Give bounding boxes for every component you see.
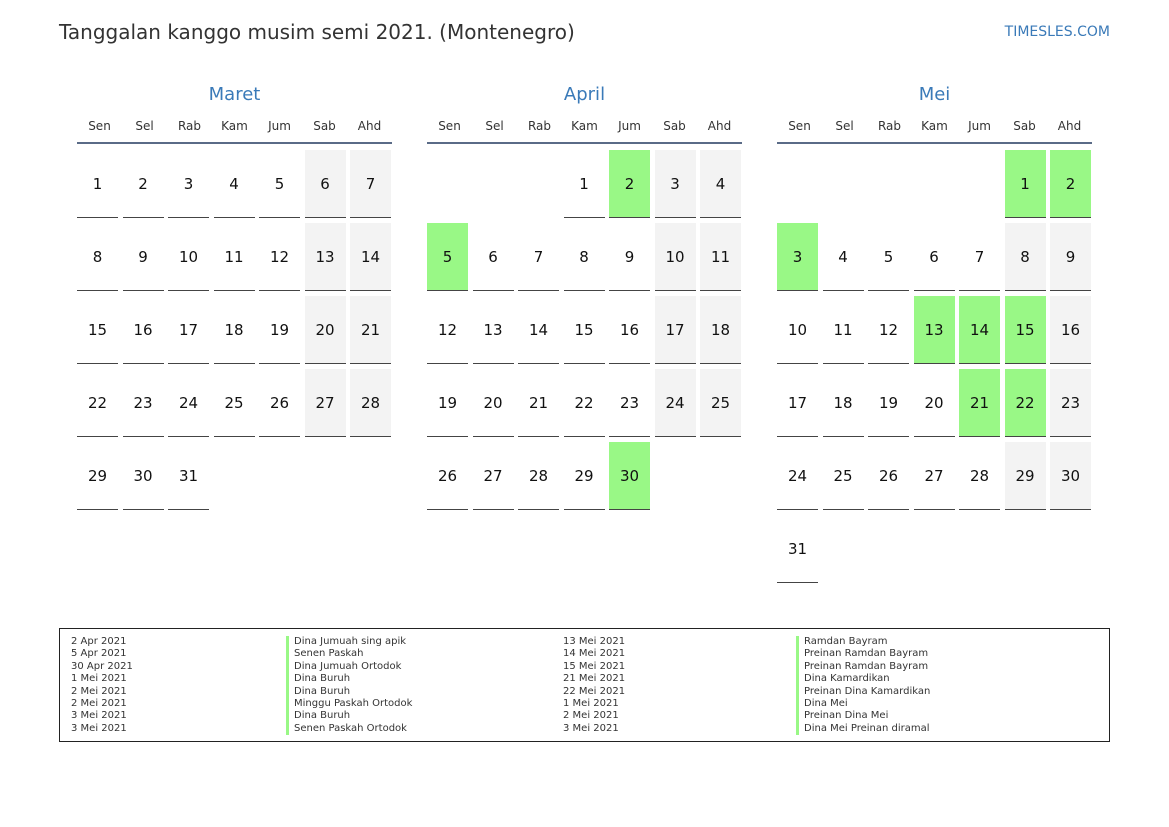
legend-names-left	[286, 636, 412, 735]
day-cell: 20	[914, 369, 955, 437]
legend-holiday-name: Dina Mei Preinan diramal	[796, 723, 930, 735]
month-title: Maret	[208, 84, 261, 105]
weekday-label: Jum	[268, 119, 291, 133]
day-cell: 27	[473, 442, 514, 510]
day-cell: 18	[823, 369, 864, 437]
weekday-label: Jum	[968, 119, 991, 133]
legend-date: 1 Mei 2021	[563, 697, 619, 709]
weekday-label: Kam	[571, 119, 598, 133]
holiday-day-cell: 15	[1005, 296, 1046, 364]
day-cell: 23	[609, 369, 650, 437]
weekday-label: Ahd	[1057, 119, 1082, 133]
day-cell: 4	[823, 223, 864, 291]
day-cell: 6	[473, 223, 514, 291]
day-cell: 8	[1005, 223, 1046, 291]
legend-date: 3 Mei 2021	[563, 722, 619, 734]
day-cell: 16	[123, 296, 164, 364]
legend-holiday-name: Dina Jumuah sing apik	[286, 636, 412, 648]
weekday-label: Sel	[135, 119, 154, 133]
legend-date: 2 Mei 2021	[563, 710, 619, 722]
weekday-label: Sab	[663, 119, 686, 133]
day-cell: 9	[123, 223, 164, 291]
day-cell: 9	[1050, 223, 1091, 291]
day-cell: 27	[305, 369, 346, 437]
holiday-day-cell: 2	[1050, 150, 1091, 218]
legend-date: 1 Mei 2021	[71, 673, 127, 685]
legend-holiday-name: Dina Jumuah Ortodok	[286, 661, 412, 673]
day-cell: 6	[914, 223, 955, 291]
day-cell: 15	[564, 296, 605, 364]
day-cell: 7	[350, 150, 391, 218]
weekday-label: Kam	[921, 119, 948, 133]
day-cell: 11	[214, 223, 255, 291]
legend-holiday-name: Preinan Dina Kamardikan	[796, 686, 930, 698]
day-cell: 24	[168, 369, 209, 437]
day-cell: 8	[564, 223, 605, 291]
holiday-day-cell: 2	[609, 150, 650, 218]
day-cell: 7	[518, 223, 559, 291]
holiday-day-cell: 3	[777, 223, 818, 291]
legend-holiday-name: Dina Mei	[796, 698, 930, 710]
weekday-label: Sen	[788, 119, 811, 133]
day-cell: 20	[473, 369, 514, 437]
month-maret	[77, 82, 397, 485]
holiday-day-cell: 13	[914, 296, 955, 364]
day-cell: 5	[868, 223, 909, 291]
day-cell: 2	[123, 150, 164, 218]
day-cell: 12	[868, 296, 909, 364]
day-cell: 10	[168, 223, 209, 291]
day-cell: 29	[77, 442, 118, 510]
day-cell: 18	[214, 296, 255, 364]
day-cell: 10	[655, 223, 696, 291]
legend-names-right	[796, 636, 930, 735]
day-cell: 24	[777, 442, 818, 510]
day-cell: 13	[305, 223, 346, 291]
page-title: Tanggalan kanggo musim semi 2021. (Montenegro)	[59, 20, 575, 44]
weekday-label: Rab	[877, 119, 902, 133]
day-cell: 26	[868, 442, 909, 510]
legend-date: 3 Mei 2021	[71, 722, 127, 734]
day-cell: 19	[259, 296, 300, 364]
day-cell: 25	[823, 442, 864, 510]
legend-holiday-name: Dina Kamardikan	[796, 673, 930, 685]
day-cell: 23	[123, 369, 164, 437]
holiday-day-cell: 14	[959, 296, 1000, 364]
day-cell: 21	[350, 296, 391, 364]
legend-holiday-name: Dina Buruh	[286, 710, 412, 722]
legend-holiday-name: Preinan Ramdan Bayram	[796, 648, 930, 660]
day-cell: 28	[518, 442, 559, 510]
holiday-legend	[59, 628, 1110, 742]
day-cell: 7	[959, 223, 1000, 291]
day-cell: 30	[123, 442, 164, 510]
day-cell: 18	[700, 296, 741, 364]
day-cell: 29	[564, 442, 605, 510]
weekday-label: Kam	[221, 119, 248, 133]
day-cell: 14	[518, 296, 559, 364]
legend-holiday-name: Ramdan Bayram	[796, 636, 930, 648]
day-cell: 1	[77, 150, 118, 218]
weekday-header	[427, 108, 742, 144]
day-cell: 22	[77, 369, 118, 437]
holiday-day-cell: 22	[1005, 369, 1046, 437]
day-cell: 26	[259, 369, 300, 437]
day-cell: 19	[868, 369, 909, 437]
day-cell: 25	[700, 369, 741, 437]
legend-date: 30 Apr 2021	[71, 660, 133, 672]
legend-holiday-name: Dina Buruh	[286, 686, 412, 698]
day-cell: 11	[700, 223, 741, 291]
day-cell: 13	[473, 296, 514, 364]
legend-dates-left	[71, 636, 133, 735]
legend-holiday-name: Minggu Paskah Ortodok	[286, 698, 412, 710]
day-cell: 25	[214, 369, 255, 437]
day-cell: 11	[823, 296, 864, 364]
legend-holiday-name: Senen Paskah Ortodok	[286, 723, 412, 735]
day-cell: 16	[1050, 296, 1091, 364]
month-april	[427, 82, 747, 485]
day-cell: 4	[700, 150, 741, 218]
day-cell: 5	[259, 150, 300, 218]
day-cell: 12	[427, 296, 468, 364]
legend-date: 13 Mei 2021	[563, 636, 626, 647]
legend-date: 2 Mei 2021	[71, 685, 127, 697]
weekday-label: Sab	[1013, 119, 1036, 133]
month-mei	[777, 82, 1097, 558]
weekday-label: Ahd	[707, 119, 732, 133]
day-cell: 17	[168, 296, 209, 364]
day-cell: 15	[77, 296, 118, 364]
day-cell: 30	[1050, 442, 1091, 510]
day-cell: 17	[777, 369, 818, 437]
legend-date: 5 Apr 2021	[71, 648, 127, 660]
weekday-label: Rab	[527, 119, 552, 133]
day-cell: 14	[350, 223, 391, 291]
day-cell: 20	[305, 296, 346, 364]
day-cell: 23	[1050, 369, 1091, 437]
weekday-label: Sel	[835, 119, 854, 133]
day-cell: 4	[214, 150, 255, 218]
day-cell: 9	[609, 223, 650, 291]
month-title: April	[563, 84, 606, 105]
legend-date: 14 Mei 2021	[563, 648, 626, 660]
weekday-label: Sab	[313, 119, 336, 133]
day-cell: 10	[777, 296, 818, 364]
weekday-label: Sen	[88, 119, 111, 133]
holiday-day-cell: 5	[427, 223, 468, 291]
weekday-label: Sel	[485, 119, 504, 133]
day-cell: 28	[350, 369, 391, 437]
day-cell: 3	[655, 150, 696, 218]
month-title: Mei	[918, 84, 951, 105]
day-cell: 1	[564, 150, 605, 218]
day-cell: 31	[777, 515, 818, 583]
legend-holiday-name: Senen Paskah	[286, 648, 412, 660]
holiday-day-cell: 21	[959, 369, 1000, 437]
weekday-header	[777, 108, 1092, 144]
day-cell: 27	[914, 442, 955, 510]
weekday-label: Jum	[618, 119, 641, 133]
legend-date: 21 Mei 2021	[563, 673, 626, 685]
day-cell: 12	[259, 223, 300, 291]
legend-dates-right	[563, 636, 625, 735]
weekday-label: Rab	[177, 119, 202, 133]
holiday-day-cell: 1	[1005, 150, 1046, 218]
day-cell: 21	[518, 369, 559, 437]
day-cell: 3	[168, 150, 209, 218]
day-cell: 22	[564, 369, 605, 437]
day-cell: 24	[655, 369, 696, 437]
weekday-header	[77, 108, 392, 144]
holiday-day-cell: 30	[609, 442, 650, 510]
day-cell: 8	[77, 223, 118, 291]
day-cell: 28	[959, 442, 1000, 510]
day-cell: 26	[427, 442, 468, 510]
weekday-label: Ahd	[357, 119, 382, 133]
day-cell: 29	[1005, 442, 1046, 510]
legend-date: 2 Mei 2021	[71, 697, 127, 709]
day-cell: 16	[609, 296, 650, 364]
legend-date: 22 Mei 2021	[563, 685, 626, 697]
legend-holiday-name: Preinan Ramdan Bayram	[796, 661, 930, 673]
legend-date: 3 Mei 2021	[71, 710, 127, 722]
legend-holiday-name: Dina Buruh	[286, 673, 412, 685]
weekday-label: Sen	[438, 119, 461, 133]
legend-holiday-name: Preinan Dina Mei	[796, 710, 930, 722]
legend-date: 2 Apr 2021	[71, 636, 127, 647]
day-cell: 17	[655, 296, 696, 364]
day-cell: 31	[168, 442, 209, 510]
legend-date: 15 Mei 2021	[563, 660, 626, 672]
day-cell: 19	[427, 369, 468, 437]
brand-link[interactable]: TIMESLES.COM	[1004, 24, 1110, 40]
day-cell: 6	[305, 150, 346, 218]
